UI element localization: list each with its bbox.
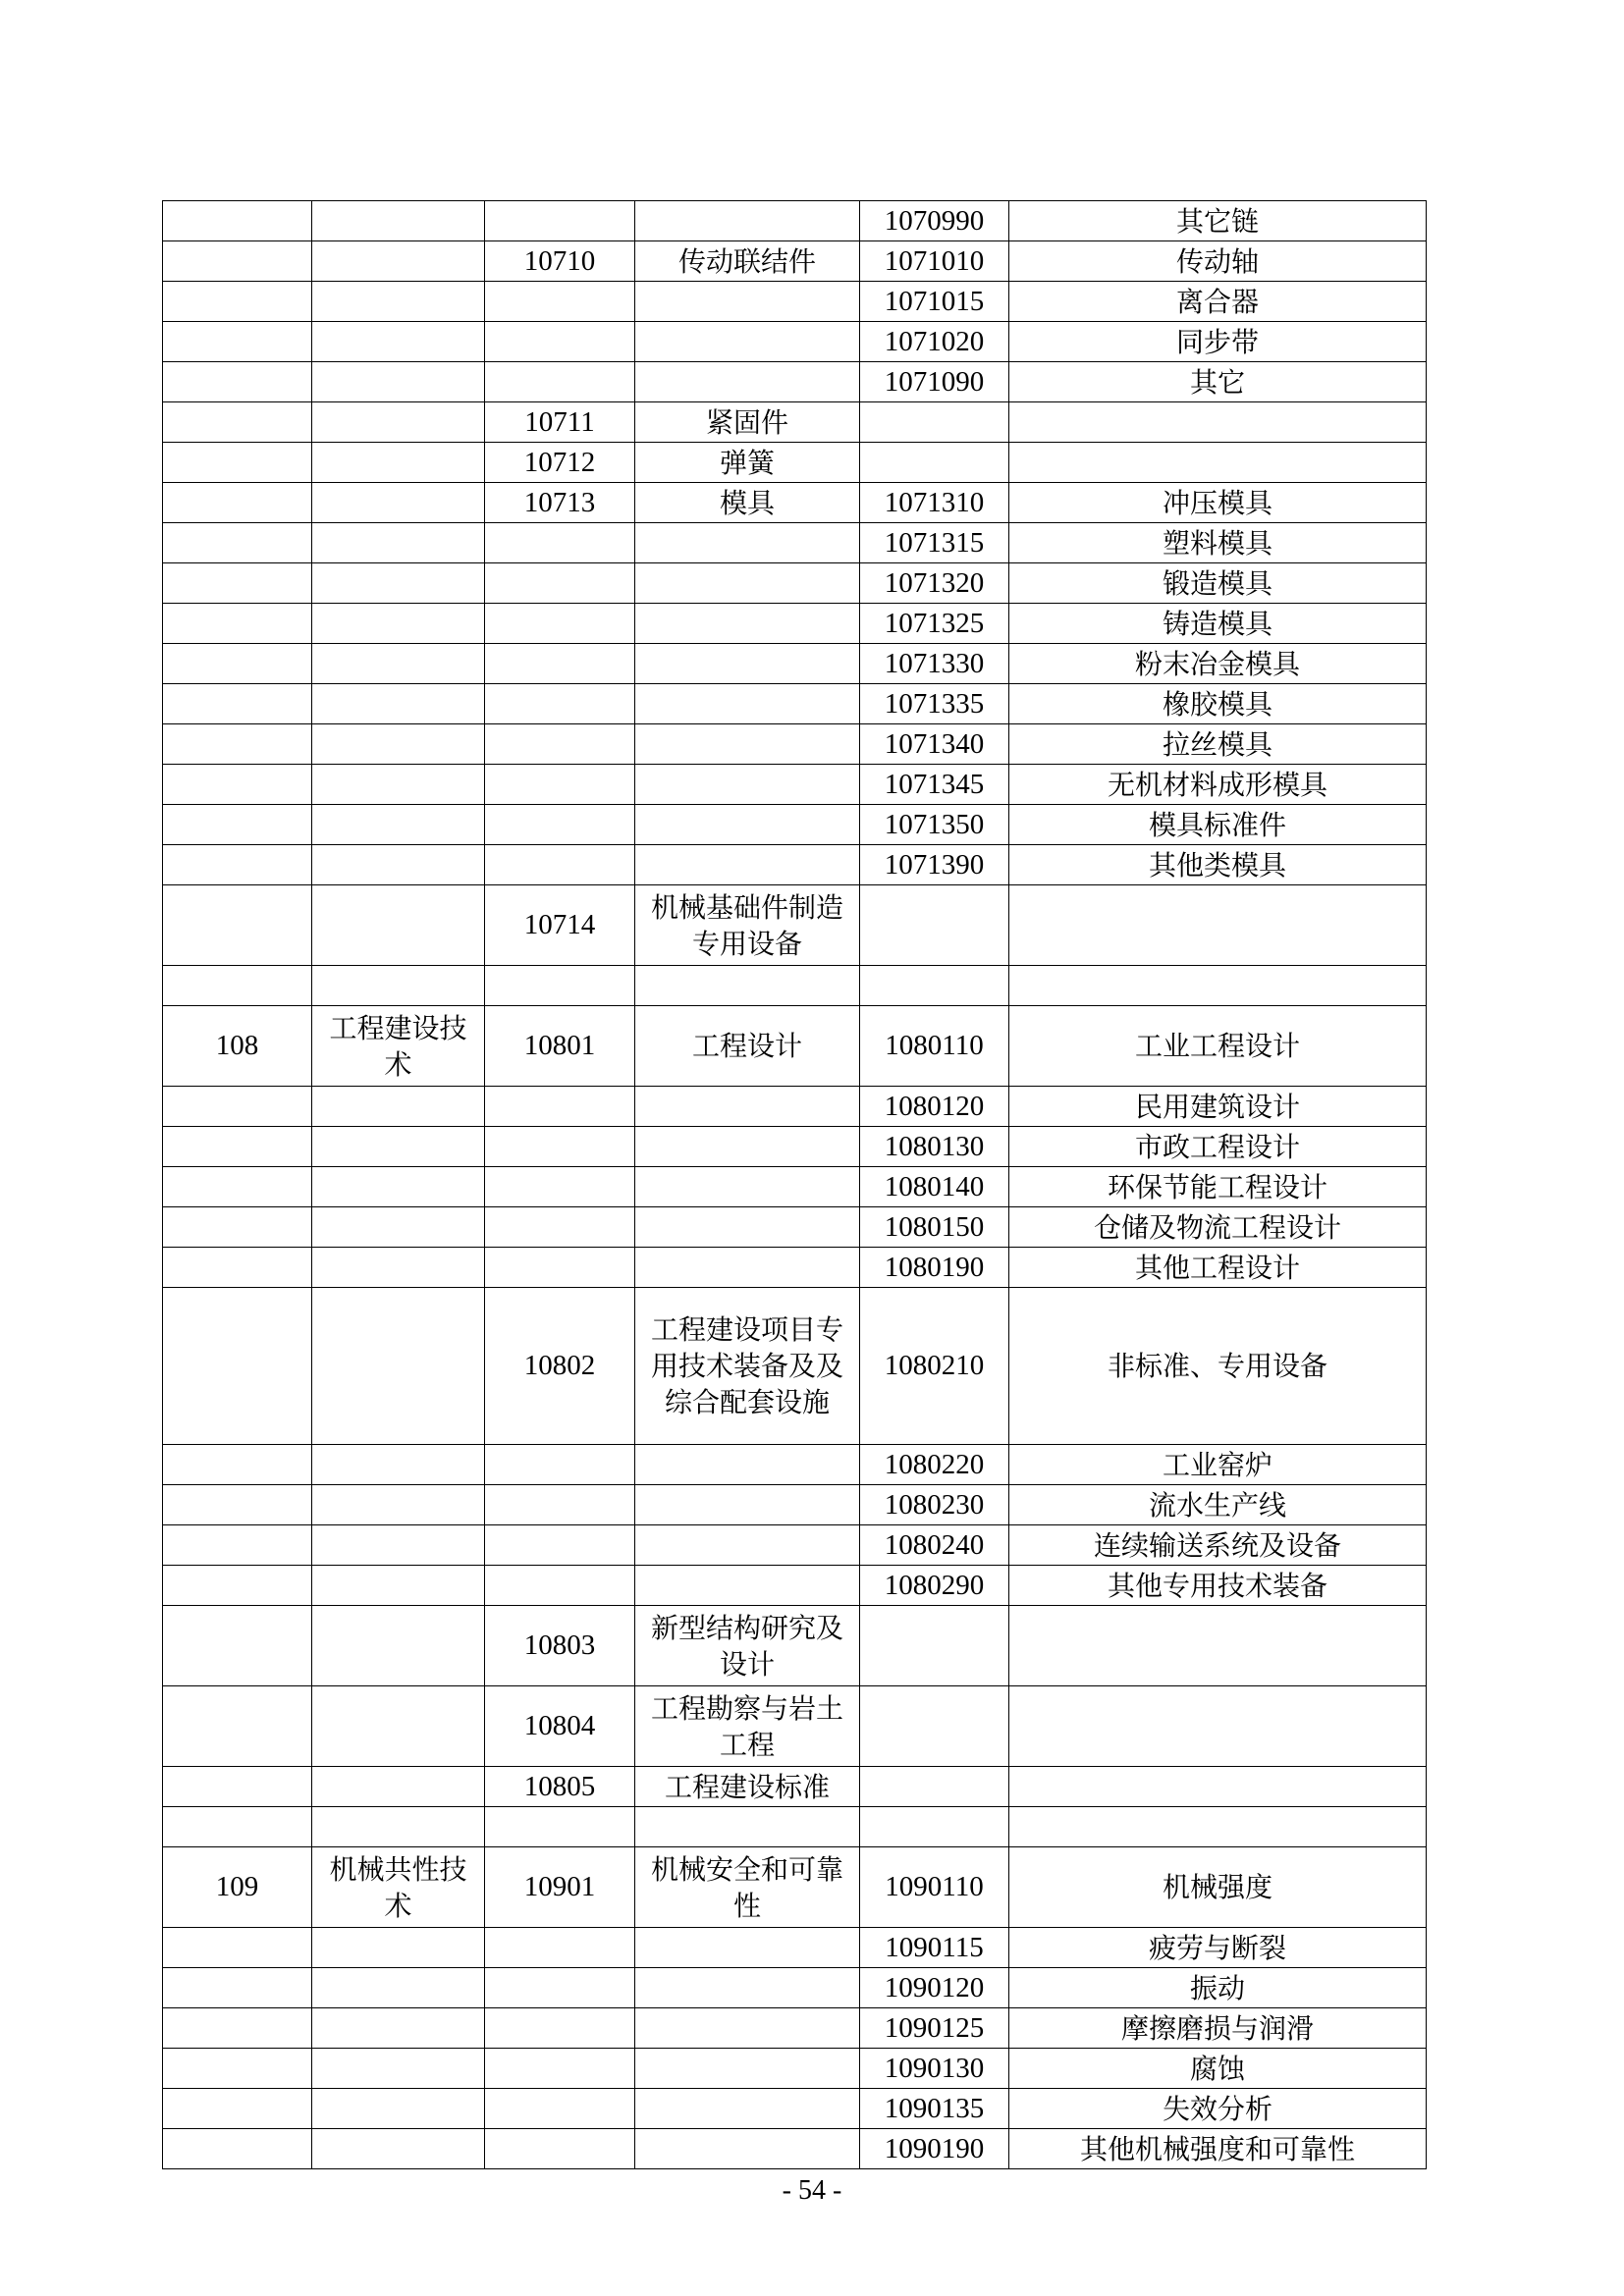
level2-name-cell — [635, 1485, 860, 1525]
level3-code-cell: 1090135 — [860, 2089, 1009, 2129]
level1-name-cell — [312, 2008, 485, 2049]
level3-code-cell: 1090130 — [860, 2049, 1009, 2089]
level1-name-cell — [312, 201, 485, 241]
level3-name-cell: 非标准、专用设备 — [1009, 1288, 1427, 1445]
level1-code-cell — [163, 1767, 312, 1807]
level1-code-cell — [163, 1606, 312, 1686]
level3-name-cell — [1009, 966, 1427, 1006]
level2-name-cell — [635, 1248, 860, 1288]
level3-name-cell: 粉末冶金模具 — [1009, 644, 1427, 684]
level1-code-cell — [163, 1288, 312, 1445]
table-row — [163, 523, 1427, 563]
level1-code-cell — [163, 805, 312, 845]
level2-name-cell — [635, 2089, 860, 2129]
level1-name-cell — [312, 805, 485, 845]
level1-code-cell — [163, 241, 312, 282]
level3-name-cell: 传动轴 — [1009, 241, 1427, 282]
table-row — [163, 966, 1427, 1006]
table-row — [163, 1288, 1427, 1445]
level2-code-cell — [485, 523, 635, 563]
level1-name-cell — [312, 1248, 485, 1288]
level3-name-cell — [1009, 1767, 1427, 1807]
level2-code-cell — [485, 1968, 635, 2008]
level3-name-cell — [1009, 402, 1427, 443]
level1-code-cell — [163, 966, 312, 1006]
level1-name-cell — [312, 885, 485, 966]
level2-code-cell: 10803 — [485, 1606, 635, 1686]
table-row — [163, 765, 1427, 805]
level2-name-cell — [635, 1525, 860, 1566]
level1-code-cell — [163, 724, 312, 765]
level1-name-cell — [312, 2049, 485, 2089]
level1-name-cell — [312, 402, 485, 443]
level2-code-cell — [485, 201, 635, 241]
level3-name-cell: 工业工程设计 — [1009, 1006, 1427, 1087]
level1-code-cell — [163, 2008, 312, 2049]
level1-name-cell — [312, 724, 485, 765]
level1-name-cell — [312, 362, 485, 402]
level3-code-cell: 1071020 — [860, 322, 1009, 362]
level3-code-cell: 1071325 — [860, 604, 1009, 644]
level1-name-cell — [312, 1928, 485, 1968]
level3-code-cell: 1080210 — [860, 1288, 1009, 1445]
table-row — [163, 1525, 1427, 1566]
level1-name-cell — [312, 1167, 485, 1207]
level1-code-cell — [163, 1686, 312, 1767]
level2-name-cell — [635, 362, 860, 402]
level2-name-cell — [635, 1207, 860, 1248]
level1-code-cell — [163, 1525, 312, 1566]
level1-code-cell — [163, 282, 312, 322]
level2-code-cell — [485, 322, 635, 362]
level3-name-cell: 连续输送系统及设备 — [1009, 1525, 1427, 1566]
level2-name-cell: 工程建设项目专用技术装备及及综合配套设施 — [635, 1288, 860, 1445]
level2-name-cell — [635, 1968, 860, 2008]
level2-code-cell — [485, 1207, 635, 1248]
table-row — [163, 2129, 1427, 2169]
level1-code-cell: 109 — [163, 1847, 312, 1928]
level3-name-cell: 其他类模具 — [1009, 845, 1427, 885]
table-row — [163, 201, 1427, 241]
level2-code-cell — [485, 644, 635, 684]
level3-code-cell: 1090190 — [860, 2129, 1009, 2169]
level2-name-cell: 工程设计 — [635, 1006, 860, 1087]
level2-name-cell — [635, 201, 860, 241]
level1-code-cell — [163, 1566, 312, 1606]
level2-code-cell — [485, 2049, 635, 2089]
level3-code-cell: 1071010 — [860, 241, 1009, 282]
level2-name-cell — [635, 282, 860, 322]
table-row — [163, 1248, 1427, 1288]
level1-code-cell — [163, 563, 312, 604]
level3-code-cell: 1071090 — [860, 362, 1009, 402]
level1-name-cell — [312, 1288, 485, 1445]
level3-code-cell: 1090120 — [860, 1968, 1009, 2008]
level3-name-cell: 民用建筑设计 — [1009, 1087, 1427, 1127]
level1-code-cell — [163, 1207, 312, 1248]
level3-name-cell: 其它链 — [1009, 201, 1427, 241]
level3-name-cell: 其他机械强度和可靠性 — [1009, 2129, 1427, 2169]
table-row — [163, 845, 1427, 885]
level1-code-cell — [163, 201, 312, 241]
level2-name-cell — [635, 765, 860, 805]
table-row — [163, 362, 1427, 402]
level1-code-cell — [163, 402, 312, 443]
level1-code-cell — [163, 1485, 312, 1525]
level1-name-cell — [312, 1525, 485, 1566]
level3-code-cell — [860, 1807, 1009, 1847]
level3-code-cell — [860, 402, 1009, 443]
level2-name-cell — [635, 644, 860, 684]
level3-code-cell: 1080230 — [860, 1485, 1009, 1525]
level2-code-cell — [485, 604, 635, 644]
level1-name-cell — [312, 443, 485, 483]
level2-code-cell — [485, 765, 635, 805]
level2-code-cell — [485, 2129, 635, 2169]
level3-name-cell: 其它 — [1009, 362, 1427, 402]
level2-code-cell — [485, 563, 635, 604]
page-number: - 54 - — [782, 2175, 842, 2206]
table-row — [163, 1767, 1427, 1807]
level2-name-cell: 弹簧 — [635, 443, 860, 483]
level3-code-cell: 1080110 — [860, 1006, 1009, 1087]
level2-name-cell — [635, 1087, 860, 1127]
level2-code-cell — [485, 362, 635, 402]
level1-code-cell — [163, 1127, 312, 1167]
level3-code-cell: 1071345 — [860, 765, 1009, 805]
level1-code-cell — [163, 885, 312, 966]
level3-code-cell: 1071350 — [860, 805, 1009, 845]
level1-name-cell: 机械共性技术 — [312, 1847, 485, 1928]
level2-code-cell — [485, 1127, 635, 1167]
level1-name-cell — [312, 845, 485, 885]
level3-name-cell: 其他专用技术装备 — [1009, 1566, 1427, 1606]
table-body — [163, 201, 1427, 2169]
level3-name-cell: 冲压模具 — [1009, 483, 1427, 523]
level2-name-cell: 机械基础件制造专用设备 — [635, 885, 860, 966]
table-row — [163, 1167, 1427, 1207]
level3-code-cell: 1071310 — [860, 483, 1009, 523]
table-row — [163, 805, 1427, 845]
level3-name-cell: 离合器 — [1009, 282, 1427, 322]
level1-name-cell — [312, 1606, 485, 1686]
level2-name-cell — [635, 684, 860, 724]
level1-name-cell — [312, 1087, 485, 1127]
level3-code-cell: 1080220 — [860, 1445, 1009, 1485]
level2-name-cell — [635, 1807, 860, 1847]
level3-code-cell — [860, 966, 1009, 1006]
level2-code-cell — [485, 2008, 635, 2049]
level2-code-cell — [485, 724, 635, 765]
level2-name-cell — [635, 2008, 860, 2049]
level2-name-cell — [635, 805, 860, 845]
level3-name-cell: 腐蚀 — [1009, 2049, 1427, 2089]
level2-code-cell: 10713 — [485, 483, 635, 523]
level2-name-cell — [635, 563, 860, 604]
level2-name-cell — [635, 1928, 860, 1968]
level2-code-cell — [485, 1445, 635, 1485]
level1-code-cell — [163, 2049, 312, 2089]
level2-name-cell: 紧固件 — [635, 402, 860, 443]
level1-name-cell — [312, 563, 485, 604]
table-row — [163, 563, 1427, 604]
level1-name-cell — [312, 1566, 485, 1606]
table-row — [163, 1606, 1427, 1686]
level2-name-cell — [635, 322, 860, 362]
table-row — [163, 2008, 1427, 2049]
level3-name-cell: 塑料模具 — [1009, 523, 1427, 563]
level2-name-cell — [635, 2129, 860, 2169]
level1-name-cell — [312, 684, 485, 724]
table-row — [163, 1968, 1427, 2008]
level3-code-cell: 1071340 — [860, 724, 1009, 765]
level1-code-cell — [163, 1087, 312, 1127]
level1-name-cell — [312, 1485, 485, 1525]
table-row — [163, 2089, 1427, 2129]
level3-name-cell: 仓储及物流工程设计 — [1009, 1207, 1427, 1248]
level2-code-cell — [485, 2089, 635, 2129]
level2-code-cell: 10805 — [485, 1767, 635, 1807]
level2-code-cell: 10801 — [485, 1006, 635, 1087]
level2-code-cell: 10711 — [485, 402, 635, 443]
level3-name-cell: 同步带 — [1009, 322, 1427, 362]
level3-name-cell: 环保节能工程设计 — [1009, 1167, 1427, 1207]
level1-name-cell — [312, 2129, 485, 2169]
level1-code-cell — [163, 1445, 312, 1485]
level1-code-cell — [163, 644, 312, 684]
level3-name-cell: 机械强度 — [1009, 1847, 1427, 1928]
level1-name-cell — [312, 604, 485, 644]
table-row — [163, 1847, 1427, 1928]
level2-name-cell: 传动联结件 — [635, 241, 860, 282]
level2-code-cell: 10710 — [485, 241, 635, 282]
level1-name-cell — [312, 523, 485, 563]
table-row — [163, 443, 1427, 483]
level2-code-cell — [485, 282, 635, 322]
level3-code-cell: 1080150 — [860, 1207, 1009, 1248]
level1-code-cell — [163, 845, 312, 885]
level3-code-cell — [860, 1686, 1009, 1767]
level3-code-cell: 1070990 — [860, 201, 1009, 241]
level2-name-cell — [635, 966, 860, 1006]
level2-name-cell — [635, 845, 860, 885]
level1-name-cell — [312, 1207, 485, 1248]
level2-code-cell — [485, 1928, 635, 1968]
level3-code-cell: 1071015 — [860, 282, 1009, 322]
level1-name-cell — [312, 1767, 485, 1807]
level3-code-cell: 1090115 — [860, 1928, 1009, 1968]
level3-name-cell: 铸造模具 — [1009, 604, 1427, 644]
level3-code-cell: 1080190 — [860, 1248, 1009, 1288]
level1-name-cell — [312, 1686, 485, 1767]
level1-code-cell — [163, 443, 312, 483]
table-row — [163, 604, 1427, 644]
level3-code-cell — [860, 1606, 1009, 1686]
level2-code-cell — [485, 966, 635, 1006]
table-row — [163, 724, 1427, 765]
level3-name-cell: 流水生产线 — [1009, 1485, 1427, 1525]
level3-code-cell: 1080140 — [860, 1167, 1009, 1207]
level3-code-cell: 1080240 — [860, 1525, 1009, 1566]
level1-name-cell — [312, 644, 485, 684]
table-row — [163, 1445, 1427, 1485]
level2-name-cell: 新型结构研究及设计 — [635, 1606, 860, 1686]
level2-name-cell — [635, 1566, 860, 1606]
level3-name-cell: 疲劳与断裂 — [1009, 1928, 1427, 1968]
level1-code-cell — [163, 2129, 312, 2169]
level1-code-cell — [163, 1248, 312, 1288]
level2-code-cell — [485, 1485, 635, 1525]
level2-code-cell — [485, 684, 635, 724]
level1-name-cell — [312, 1127, 485, 1167]
table-row — [163, 1566, 1427, 1606]
level2-name-cell — [635, 604, 860, 644]
level3-name-cell: 模具标准件 — [1009, 805, 1427, 845]
level2-code-cell — [485, 1807, 635, 1847]
level1-code-cell — [163, 684, 312, 724]
table-row — [163, 684, 1427, 724]
level2-code-cell — [485, 1248, 635, 1288]
level1-name-cell — [312, 483, 485, 523]
level2-name-cell: 工程建设标准 — [635, 1767, 860, 1807]
level3-code-cell: 1080290 — [860, 1566, 1009, 1606]
level1-code-cell — [163, 483, 312, 523]
level1-code-cell: 108 — [163, 1006, 312, 1087]
level2-code-cell: 10714 — [485, 885, 635, 966]
level1-code-cell — [163, 1928, 312, 1968]
level2-name-cell — [635, 523, 860, 563]
level2-name-cell: 模具 — [635, 483, 860, 523]
level1-code-cell — [163, 1968, 312, 2008]
level2-code-cell — [485, 805, 635, 845]
level2-name-cell — [635, 2049, 860, 2089]
level1-name-cell — [312, 1807, 485, 1847]
level3-name-cell: 拉丝模具 — [1009, 724, 1427, 765]
level2-name-cell — [635, 1127, 860, 1167]
level2-code-cell: 10802 — [485, 1288, 635, 1445]
level2-code-cell — [485, 1167, 635, 1207]
table-row — [163, 1006, 1427, 1087]
table-row — [163, 1087, 1427, 1127]
table-row — [163, 1127, 1427, 1167]
level1-name-cell — [312, 1445, 485, 1485]
level3-code-cell: 1090110 — [860, 1847, 1009, 1928]
level3-code-cell: 1071320 — [860, 563, 1009, 604]
level3-name-cell — [1009, 1807, 1427, 1847]
level2-name-cell: 机械安全和可靠性 — [635, 1847, 860, 1928]
level3-code-cell — [860, 885, 1009, 966]
level3-code-cell: 1071335 — [860, 684, 1009, 724]
table-row — [163, 322, 1427, 362]
level3-name-cell — [1009, 885, 1427, 966]
level1-code-cell — [163, 523, 312, 563]
level3-code-cell: 1080130 — [860, 1127, 1009, 1167]
level2-code-cell — [485, 1566, 635, 1606]
level3-code-cell: 1071390 — [860, 845, 1009, 885]
level2-name-cell — [635, 1445, 860, 1485]
level2-code-cell: 10901 — [485, 1847, 635, 1928]
level2-name-cell — [635, 724, 860, 765]
level3-code-cell — [860, 443, 1009, 483]
table-row — [163, 644, 1427, 684]
level3-name-cell: 失效分析 — [1009, 2089, 1427, 2129]
level2-code-cell: 10712 — [485, 443, 635, 483]
level3-code-cell — [860, 1767, 1009, 1807]
table-row — [163, 241, 1427, 282]
level1-code-cell — [163, 2089, 312, 2129]
level1-code-cell — [163, 604, 312, 644]
level1-name-cell — [312, 966, 485, 1006]
level3-code-cell: 1080120 — [860, 1087, 1009, 1127]
level3-name-cell: 锻造模具 — [1009, 563, 1427, 604]
level2-name-cell: 工程勘察与岩土工程 — [635, 1686, 860, 1767]
level3-name-cell — [1009, 443, 1427, 483]
level1-code-cell — [163, 1807, 312, 1847]
level3-code-cell: 1090125 — [860, 2008, 1009, 2049]
level2-name-cell — [635, 1167, 860, 1207]
level2-code-cell — [485, 845, 635, 885]
level3-name-cell: 无机材料成形模具 — [1009, 765, 1427, 805]
level3-name-cell: 振动 — [1009, 1968, 1427, 2008]
table-row — [163, 1928, 1427, 1968]
level1-code-cell — [163, 765, 312, 805]
table-row — [163, 282, 1427, 322]
level1-code-cell — [163, 322, 312, 362]
level1-name-cell — [312, 322, 485, 362]
table-row — [163, 2049, 1427, 2089]
level3-code-cell: 1071315 — [860, 523, 1009, 563]
level1-name-cell — [312, 241, 485, 282]
level2-code-cell — [485, 1525, 635, 1566]
table-row — [163, 1686, 1427, 1767]
level3-name-cell — [1009, 1686, 1427, 1767]
table-row — [163, 1807, 1427, 1847]
level1-name-cell — [312, 765, 485, 805]
classification-table — [162, 200, 1427, 2169]
level3-name-cell — [1009, 1606, 1427, 1686]
level1-code-cell — [163, 1167, 312, 1207]
table-row — [163, 885, 1427, 966]
level3-name-cell: 工业窑炉 — [1009, 1445, 1427, 1485]
table-row — [163, 1485, 1427, 1525]
level3-code-cell: 1071330 — [860, 644, 1009, 684]
level2-code-cell — [485, 1087, 635, 1127]
level2-code-cell: 10804 — [485, 1686, 635, 1767]
level1-code-cell — [163, 362, 312, 402]
level3-name-cell: 橡胶模具 — [1009, 684, 1427, 724]
level1-name-cell — [312, 2089, 485, 2129]
table-row — [163, 1207, 1427, 1248]
level1-name-cell: 工程建设技术 — [312, 1006, 485, 1087]
level3-name-cell: 摩擦磨损与润滑 — [1009, 2008, 1427, 2049]
table-row — [163, 483, 1427, 523]
level1-name-cell — [312, 1968, 485, 2008]
level3-name-cell: 市政工程设计 — [1009, 1127, 1427, 1167]
level1-name-cell — [312, 282, 485, 322]
level3-name-cell: 其他工程设计 — [1009, 1248, 1427, 1288]
table-row — [163, 402, 1427, 443]
